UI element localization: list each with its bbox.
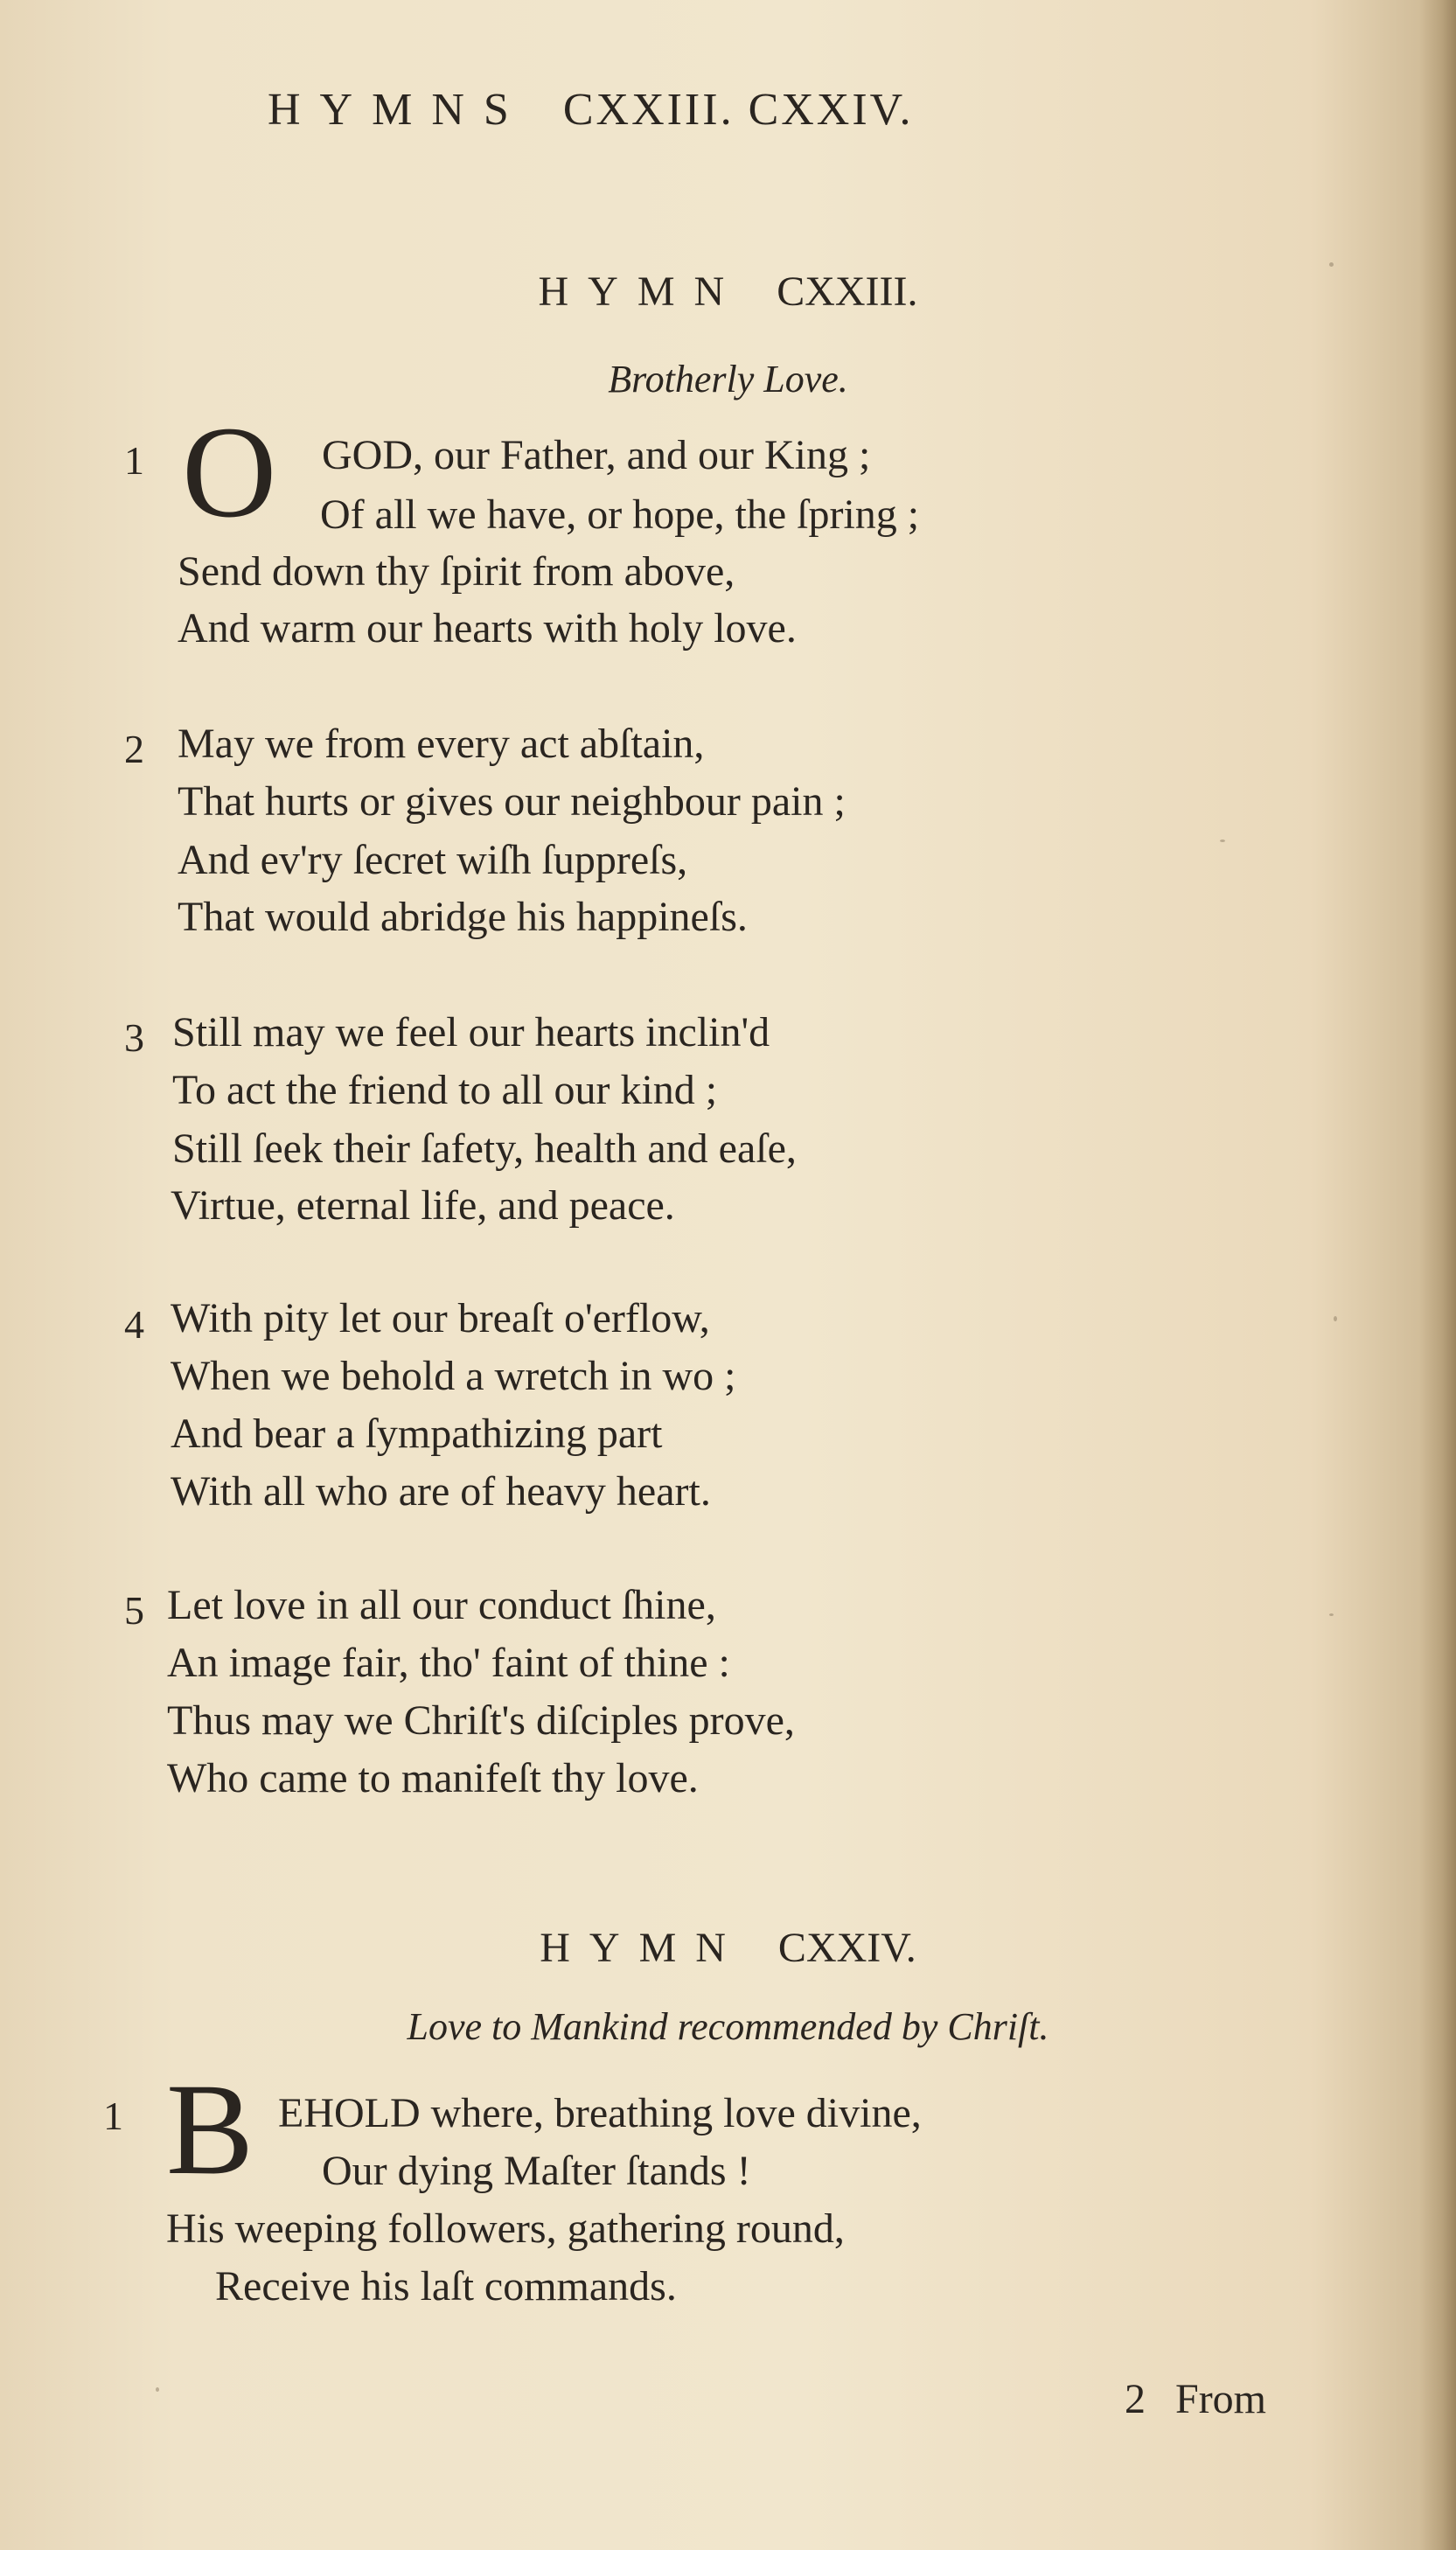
paper-speck: [156, 2387, 159, 2392]
verse-number: 1: [103, 2094, 123, 2138]
verse-number: 3: [124, 1015, 144, 1060]
hymn-title: [0, 268, 1456, 316]
verse-line: GOD, our Father, and our King ;: [322, 432, 871, 478]
verse-line: That would abridge his happineſs.: [178, 894, 748, 940]
hymn-title: [0, 1924, 1456, 1972]
verse-line: May we from every act abſtain,: [178, 721, 705, 767]
running-head-label: HYMNS: [268, 85, 528, 135]
paper-speck: [1334, 1316, 1337, 1321]
verse-line: Receive his laſt commands.: [215, 2263, 677, 2310]
verse-number: 1: [124, 438, 144, 483]
verse-line: With pity let our breaſt o'erflow,: [171, 1295, 710, 1341]
verse-line: And ev'ry ſecret wiſh ſuppreſs,: [178, 837, 688, 883]
paper-speck: [1329, 262, 1334, 267]
verse-line: An image fair, tho' faint of thine :: [167, 1640, 730, 1686]
verse-line: That hurts or gives our neighbour pain ;: [178, 778, 846, 825]
verse-line: His weeping followers, gathering round,: [166, 2205, 845, 2252]
hymn-label: HYMN: [538, 268, 744, 315]
verse-line: To act the friend to all our kind ;: [172, 1067, 718, 1113]
verse-number: 4: [124, 1302, 144, 1347]
verse-line: Who came to manifeſt thy love.: [167, 1755, 699, 1801]
hymn-subtitle: Brotherly Love.: [608, 358, 848, 401]
running-head: [268, 84, 914, 136]
verse-line: Thus may we Chriſt's diſciples prove,: [167, 1697, 795, 1744]
paper-speck: [1329, 1613, 1334, 1616]
verse-line: When we behold a wretch in wo ;: [171, 1353, 736, 1399]
verse-number: 5: [124, 1588, 144, 1633]
hymn-number: CXXIII.: [777, 268, 918, 315]
verse-line: Let love in all our conduct ſhine,: [167, 1582, 716, 1628]
verse-line: Of all we have, or hope, the ſpring ;: [320, 491, 920, 538]
verse-line: Our dying Maſter ſtands !: [322, 2148, 751, 2194]
running-head-numbers: CXXIII. CXXIV.: [562, 85, 914, 135]
catchword-word: From: [1175, 2376, 1267, 2422]
hymn-subtitle: Love to Mankind recommended by Chriſt.: [407, 2005, 1049, 2048]
verse-line: And warm our hearts with holy love.: [178, 605, 797, 651]
hymn-number: CXXIV.: [777, 1925, 916, 1971]
verse-number: 2: [124, 727, 144, 771]
drop-cap: B: [166, 2057, 254, 2202]
paper-speck: [1220, 840, 1225, 842]
hymn-label: HYMN: [540, 1925, 745, 1971]
verse-line: And bear a ſympathizing part: [171, 1411, 663, 1457]
catchword-number: 2: [1125, 2376, 1146, 2422]
drop-cap: O: [182, 400, 277, 545]
catchword: [1125, 2375, 1266, 2423]
verse-line: With all who are of heavy heart.: [171, 1468, 711, 1515]
verse-line: Send down thy ſpirit from above,: [178, 548, 735, 595]
verse-line: Virtue, eternal life, and peace.: [171, 1182, 675, 1229]
verse-line: Still may we feel our hearts inclin'd: [172, 1009, 770, 1056]
verse-line: Still ſeek their ſafety, health and eaſe,: [172, 1125, 797, 1172]
verse-line: EHOLD where, breathing love divine,: [278, 2090, 922, 2136]
